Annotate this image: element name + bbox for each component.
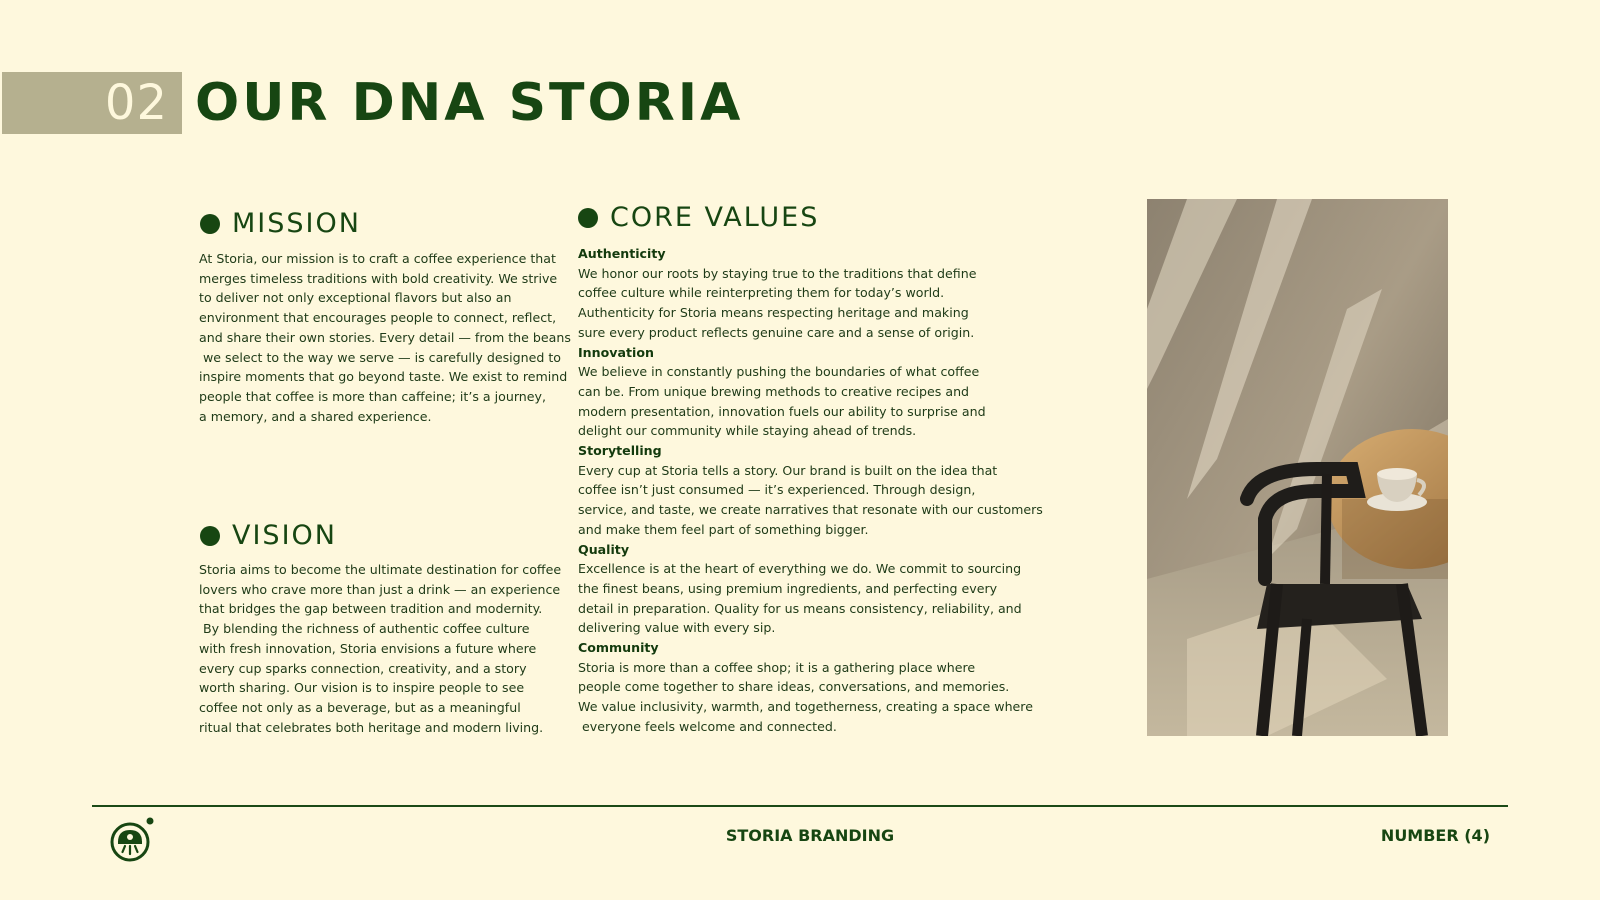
- text-line: Storia aims to become the ultimate destination for coffee: [199, 562, 562, 577]
- text-line: everyone feels welcome and connected.: [578, 718, 837, 734]
- text-line: Authenticity for Storia means respecting heritage and making: [578, 305, 969, 321]
- text-line: Storia is more than a coffee shop; it is a gathering place where: [578, 659, 976, 675]
- text-line: By blending the richness of authentic coffee culture: [199, 621, 530, 637]
- cafe-chair-photo: [1147, 199, 1448, 736]
- core-values-title: CORE VALUES: [610, 202, 820, 233]
- core-value-title: Quality: [578, 541, 630, 557]
- core-value-title: Innovation: [578, 344, 654, 360]
- page-title: OUR DNA STORIA: [195, 73, 744, 133]
- text-line: the finest beans, using premium ingredients, and perfecting every: [578, 580, 998, 596]
- text-line: detail in preparation. Quality for us means consistency, reliability, and: [578, 600, 1022, 616]
- page-number-label: NUMBER (4): [1380, 826, 1490, 845]
- core-value-title: Community: [578, 640, 659, 656]
- text-line: lovers who crave more than just a drink — an experience: [199, 581, 561, 597]
- text-line: sure every product reflects genuine care and a sense of origin.: [578, 324, 975, 340]
- core-values-heading: [578, 202, 819, 233]
- text-line: that bridges the gap between tradition and modernity.: [199, 601, 543, 617]
- text-line: we select to the way we serve — is carefully designed to: [199, 349, 561, 365]
- text-line: We believe in constantly pushing the boundaries of what coffee: [578, 364, 980, 380]
- text-line: merges timeless traditions with bold creativity. We strive: [199, 270, 558, 286]
- text-line: with fresh innovation, Storia envisions a future where: [199, 640, 537, 656]
- text-line: worth sharing. Our vision is to inspire people to see: [199, 680, 525, 696]
- text-line: At Storia, our mission is to craft a coffee experience that: [199, 251, 556, 266]
- text-line: every cup sparks connection, creativity, and a story: [199, 660, 527, 676]
- text-line: people that coffee is more than caffeine; it’s a journey,: [199, 388, 546, 404]
- core-value-title: Authenticity: [578, 246, 666, 261]
- text-line: can be. From unique brewing methods to creative recipes and: [578, 383, 970, 399]
- text-line: and make them feel part of something bigger.: [578, 521, 869, 537]
- core-value-title: Storytelling: [578, 443, 662, 459]
- text-line: inspire moments that go beyond taste. We exist to remind: [199, 369, 568, 385]
- footer-divider: [92, 805, 1508, 807]
- text-line: We honor our roots by staying true to the traditions that define: [578, 265, 977, 281]
- text-line: and share their own stories. Every detail — from the beans: [199, 329, 571, 345]
- vision-title: VISION: [232, 520, 337, 551]
- section-number: 02: [104, 75, 168, 131]
- section-number-block: [2, 72, 182, 134]
- text-line: Every cup at Storia tells a story. Our brand is built on the idea that: [578, 462, 998, 478]
- text-line: coffee culture while reinterpreting them for today’s world.: [578, 285, 945, 301]
- text-line: ritual that celebrates both heritage and modern living.: [199, 719, 544, 735]
- text-line: We value inclusivity, warmth, and togetherness, creating a space where: [578, 699, 1033, 715]
- footer-brand-label: STORIA BRANDING: [725, 826, 895, 845]
- vision-text: [199, 560, 561, 737]
- storia-logo-icon: [108, 815, 156, 863]
- core-values-text: [578, 244, 1043, 737]
- text-line: coffee isn’t just consumed — it’s experienced. Through design,: [578, 482, 976, 498]
- text-line: modern presentation, innovation fuels our ability to surprise and: [578, 403, 986, 419]
- text-line: a memory, and a shared experience.: [199, 408, 432, 424]
- vision-heading: [200, 520, 337, 551]
- text-line: to deliver not only exceptional flavors but also an: [199, 290, 512, 306]
- text-line: delivering value with every sip.: [578, 620, 776, 636]
- dot-icon: [200, 214, 220, 234]
- dot-icon: [578, 208, 598, 228]
- text-line: people come together to share ideas, conversations, and memories.: [578, 679, 1010, 695]
- dot-icon: [200, 526, 220, 546]
- mission-title: MISSION: [232, 208, 361, 239]
- mission-heading: [200, 208, 361, 239]
- text-line: environment that encourages people to connect, reflect,: [199, 310, 557, 326]
- text-line: delight our community while staying ahead of trends.: [578, 423, 917, 439]
- text-line: coffee not only as a beverage, but as a meaningful: [199, 699, 521, 715]
- text-line: Excellence is at the heart of everything we do. We commit to sourcing: [578, 561, 1022, 577]
- text-line: service, and taste, we create narratives that resonate with our customers: [578, 502, 1043, 518]
- mission-text: [199, 249, 571, 426]
